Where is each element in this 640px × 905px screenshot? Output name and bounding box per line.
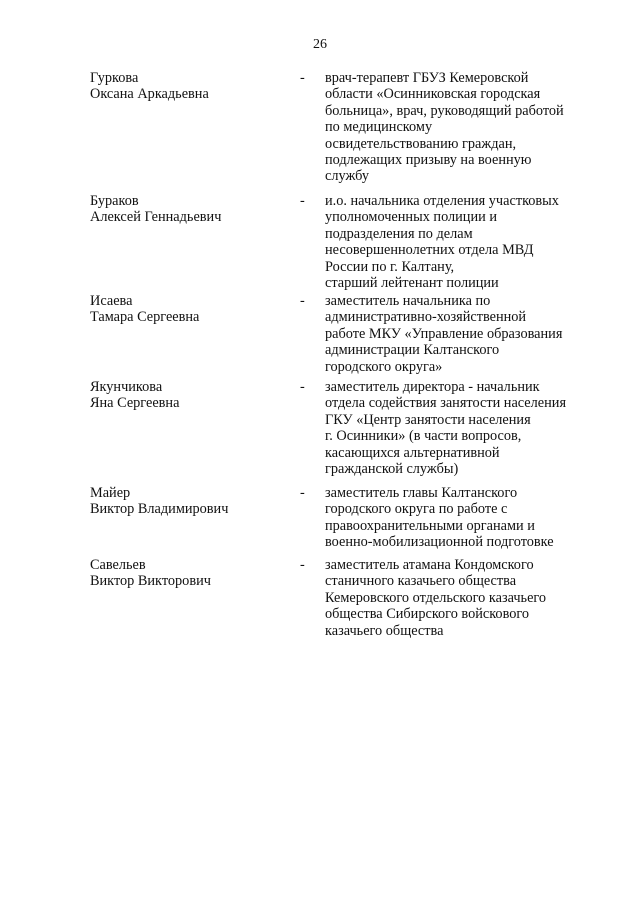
role-line: г. Осинники» (в части вопросов,: [325, 428, 522, 445]
role-line: заместитель главы Калтанского: [325, 485, 518, 501]
member-surname: Гуркова: [90, 70, 139, 86]
role-line: городского округа по работе с: [325, 501, 508, 518]
role-line: больница», врач, руководящий работой: [325, 102, 564, 119]
role-line: администрации Калтанского: [325, 342, 500, 359]
member-surname: Якунчикова: [90, 379, 163, 395]
member-entry: [0, 485, 640, 557]
member-entry: [0, 293, 640, 379]
member-name: [90, 557, 290, 590]
role-line: несовершеннолетних отдела МВД: [325, 242, 534, 259]
role-line: отдела содействия занятости населения: [325, 395, 567, 412]
role-line: старший лейтенант полиции: [325, 275, 499, 292]
member-entry: [0, 557, 640, 647]
role-line: врач-терапевт ГБУЗ Кемеровской: [325, 70, 529, 86]
role-line: административно-хозяйственной: [325, 309, 527, 326]
member-surname: Майер: [90, 485, 131, 501]
member-role: [325, 485, 595, 551]
separator-dash: -: [300, 193, 305, 209]
role-line: России по г. Калтану,: [325, 258, 455, 275]
role-line: уполномоченных полиции и: [325, 209, 497, 226]
member-given-names: Алексей Геннадьевич: [90, 209, 222, 226]
role-line: касающихся альтернативной: [325, 444, 500, 461]
member-name: [90, 379, 290, 412]
separator-dash: -: [300, 70, 305, 86]
member-role: [325, 70, 595, 185]
role-line: общества Сибирского войскового: [325, 606, 530, 623]
role-line: военно-мобилизационной подготовке: [325, 534, 554, 551]
member-given-names: Яна Сергеевна: [90, 395, 180, 412]
role-line: освидетельствованию граждан,: [325, 135, 517, 152]
member-entry: [0, 70, 640, 193]
role-line: и.о. начальника отделения участковых: [325, 193, 559, 209]
member-surname: Исаева: [90, 293, 133, 309]
member-role: [325, 557, 595, 639]
role-line: службу: [325, 168, 370, 185]
member-role: [325, 293, 595, 375]
role-line: подлежащих призыву на военную: [325, 152, 532, 169]
member-name: [90, 193, 290, 226]
role-line: заместитель начальника по: [325, 293, 491, 309]
role-line: заместитель директора - начальник: [325, 379, 540, 395]
member-entry: [0, 379, 640, 485]
page-number: 26: [313, 37, 327, 52]
role-line: подразделения по делам: [325, 225, 473, 242]
member-given-names: Виктор Владимирович: [90, 501, 229, 518]
role-line: по медицинскому: [325, 119, 433, 136]
role-line: казачьего общества: [325, 622, 444, 639]
role-line: гражданской службы): [325, 461, 459, 478]
member-surname: Савельев: [90, 557, 146, 573]
member-given-names: Тамара Сергеевна: [90, 309, 200, 326]
member-role: [325, 193, 595, 291]
member-given-names: Оксана Аркадьевна: [90, 86, 209, 103]
separator-dash: -: [300, 293, 305, 309]
member-surname: Бураков: [90, 193, 139, 209]
member-given-names: Виктор Викторович: [90, 573, 211, 590]
separator-dash: -: [300, 557, 305, 573]
role-line: работе МКУ «Управление образования: [325, 325, 563, 342]
role-line: ГКУ «Центр занятости населения: [325, 411, 531, 428]
member-entry: [0, 193, 640, 293]
role-line: Кемеровского отдельского казачьего: [325, 589, 547, 606]
role-line: городского округа»: [325, 358, 443, 375]
member-name: [90, 293, 290, 326]
member-role: [325, 379, 595, 477]
commission-members-list: [0, 70, 640, 647]
role-line: станичного казачьего общества: [325, 573, 517, 590]
separator-dash: -: [300, 379, 305, 395]
role-line: правоохранительными органами и: [325, 517, 535, 534]
separator-dash: -: [300, 485, 305, 501]
member-name: [90, 70, 290, 103]
role-line: заместитель атамана Кондомского: [325, 557, 534, 573]
member-name: [90, 485, 290, 518]
role-line: области «Осинниковская городская: [325, 86, 541, 103]
